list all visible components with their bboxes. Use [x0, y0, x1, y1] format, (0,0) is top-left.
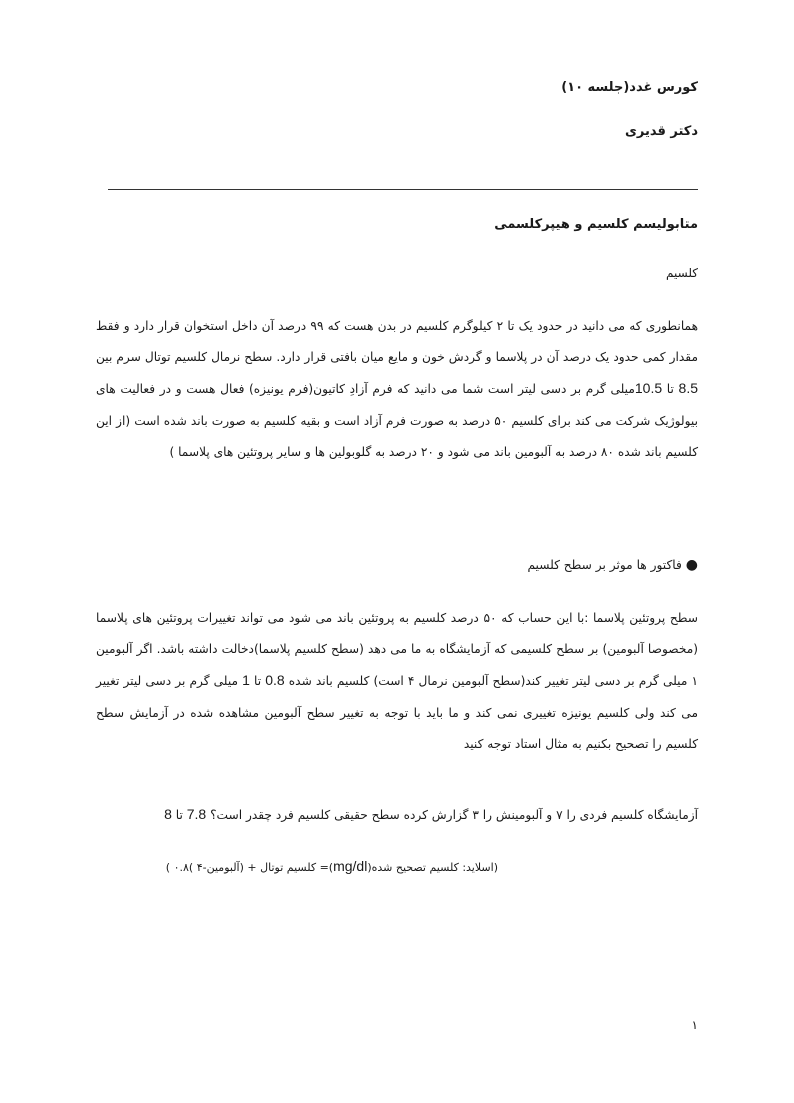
paragraph1-part-b: میلی گرم بر دسی لیتر است شما می دانید که فرم آزادِ کاتیون(فرم یونیزه) فعال هست و در فعالیت های بیولوژیک شرکت می کند برای کلسیم ۵۰ درصد به صورت فرم آزاد است و بقیه کلسیم به صورت باند شده است (از این کلسیم باند شده ۸۰ درصد به آلبومین باند می شود و ۲۰ درصد به گلوبولین ها و سایر پروتئین های پلاسما ) — [96, 382, 698, 459]
subheading-calcium: کلسیم — [666, 266, 698, 280]
formula-suffix: )= کلسیم توتال + (آلبومین-۴ )۰.۸ ) — [165, 861, 334, 874]
range-to-word: تا — [662, 382, 679, 397]
paragraph-calcium-overview — [96, 311, 698, 468]
answer-high: 8 — [164, 806, 172, 822]
paragraph-plasma-protein — [96, 603, 698, 760]
instructor-name: دکتر قدیری — [624, 124, 698, 139]
answer-to-word: تا — [171, 808, 187, 822]
paragraph1-part-a: همانطوری که می دانید در حدود یک تا ۲ کیلوگرم کلسیم در بدن هست که ۹۹ درصد آن داخل استخوان قرار دارد و فقط مقدار کمی حدود یک درصد آن در پلاسما و گردش خون و مایع میان بافتی قرار دارد. سطح نرمال کلسیم توتال سرم بین — [96, 319, 699, 365]
paragraph2-part-a: سطح پروتئین پلاسما :با این حساب که ۵۰ درصد کلسیم به پروتئین باند می شود می تواند تغییرات پروتئین های پلاسما (مخصوصا آلبومین) بر سطح کلسیمی که آزمایشگاه به ما می دهد (سطح کلسیم پلاسما)دخالت داشته باشد. اگر آلبومین ۱ میلی گرم بر دسی لیتر تغییر کند(سطح آلبومین نرمال ۴ است) کلسیم باند شده — [96, 611, 698, 689]
normal-range-high: 10.5 — [634, 380, 663, 397]
range-to-word: تا — [249, 674, 266, 689]
header-divider — [108, 189, 698, 190]
bullet-text: فاکتور ها موثر بر سطح کلسیم — [527, 558, 682, 572]
bullet-dot-icon: ● — [685, 557, 698, 573]
bullet-item — [527, 557, 698, 573]
bound-change-low: 0.8 — [265, 672, 285, 689]
formula-unit: mg/dl — [333, 858, 368, 874]
section-heading: متابولیسم کلسیم و هیپرکلسمی — [494, 217, 698, 232]
correction-formula — [166, 858, 498, 874]
formula-prefix: (اسلاید: کلسیم تصحیح شده( — [367, 861, 498, 874]
example-question — [164, 806, 698, 822]
page-number: ۱ — [691, 1018, 698, 1032]
answer-low: 7.8 — [186, 806, 207, 822]
course-title: کورس غدد(جلسه ۱۰) — [561, 80, 698, 95]
paragraph2-part-b: میلی گرم بر دسی لیتر تغییر می کند ولی کلسیم یونیزه تغییری نمی کند و ما باید با توجه به تغییر سطح آلبومین مشاهده شده در آزمایش سطح کلسیم را تصحیح بکنیم به مثال استاد توجه کنید — [96, 674, 698, 751]
bound-change-high: 1 — [242, 672, 250, 689]
normal-range-low: 8.5 — [678, 380, 698, 397]
question-text: آزمایشگاه کلسیم فردی را ۷ و آلبومینش را ۳ گزارش کرده سطح حقیقی کلسیم فرد چقدر است؟ — [206, 808, 698, 822]
